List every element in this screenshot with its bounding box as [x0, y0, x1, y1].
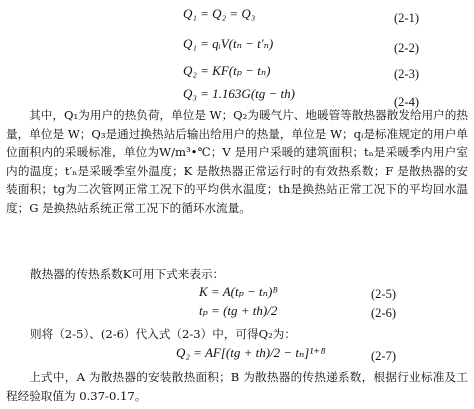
substitution-line: 则将（2-5）、(2-6）代入式（2-3）中，可得Q₂为： [30, 327, 296, 341]
equation-text: Q₂ = AF[(tg + th)/2 − tₙ]¹⁺ᴮ [176, 345, 326, 360]
equation-number-2-2: (2-2) [394, 41, 419, 55]
equation-2-7 [176, 345, 326, 361]
equation-number-2-6: (2-6) [371, 306, 396, 320]
explanation-paragraph: 其中，Q₁为用户的热负荷，单位是 W；Q₂为暖气片、地暖管等散热器散发给用户的热量，单位是 W；Q₃是通过换热站后输出给用户的热量，单位是 W；qᵢ是标准规定的用户单位面积内的采暖标准，单位为W/m³•℃；V 是用户采暖的建筑面积；tₙ是采暖季内用户室内的温度；t′ₙ是采暖季室外温度；K 是散热器正常运行时的有效热系数；F 是散热器的安装面积；tg为二次管网正常工况下的平均供水温度；th是换热站正常工况下的平均回水温度；G 是换热站系统正常工况下的循环水流量。 [6, 108, 468, 215]
equation-2-6 [199, 303, 277, 319]
equation-text: Q₂ = KF(tₚ − tₙ) [183, 63, 271, 78]
equation-number-2-5: (2-5) [371, 287, 396, 301]
conclusion-paragraph: 上式中，A 为散热器的安装散热面积；B 为散热器的传热递系数，根据行业标准及工程经验取值为 0.37-0.17。 [6, 370, 468, 403]
equation-2-2 [183, 36, 273, 52]
equation-2-1 [183, 6, 255, 22]
equation-number-2-1: (2-1) [394, 11, 419, 25]
equation-2-3 [183, 63, 270, 79]
equation-2-5 [199, 284, 278, 300]
equation-number-2-3: (2-3) [394, 67, 419, 81]
equation-text: tₚ = (tg + th)/2 [199, 303, 278, 318]
equation-text: K = A(tₚ − tₙ)ᴮ [199, 284, 278, 299]
equation-number-2-4: (2-4) [394, 95, 419, 109]
equation-text: Q₁ = qᵢV(tₙ − t′ₙ) [183, 36, 274, 51]
equation-2-4 [183, 86, 295, 102]
equation-text: Q₃ = 1.163G(tg − th) [183, 86, 295, 101]
equation-text: Q₁ = Q₂ = Q₃ [183, 6, 256, 21]
transfer-coefficient-intro: 散热器的传热系数K可用下式来表示： [30, 267, 225, 281]
equation-number-2-7: (2-7) [371, 349, 396, 363]
